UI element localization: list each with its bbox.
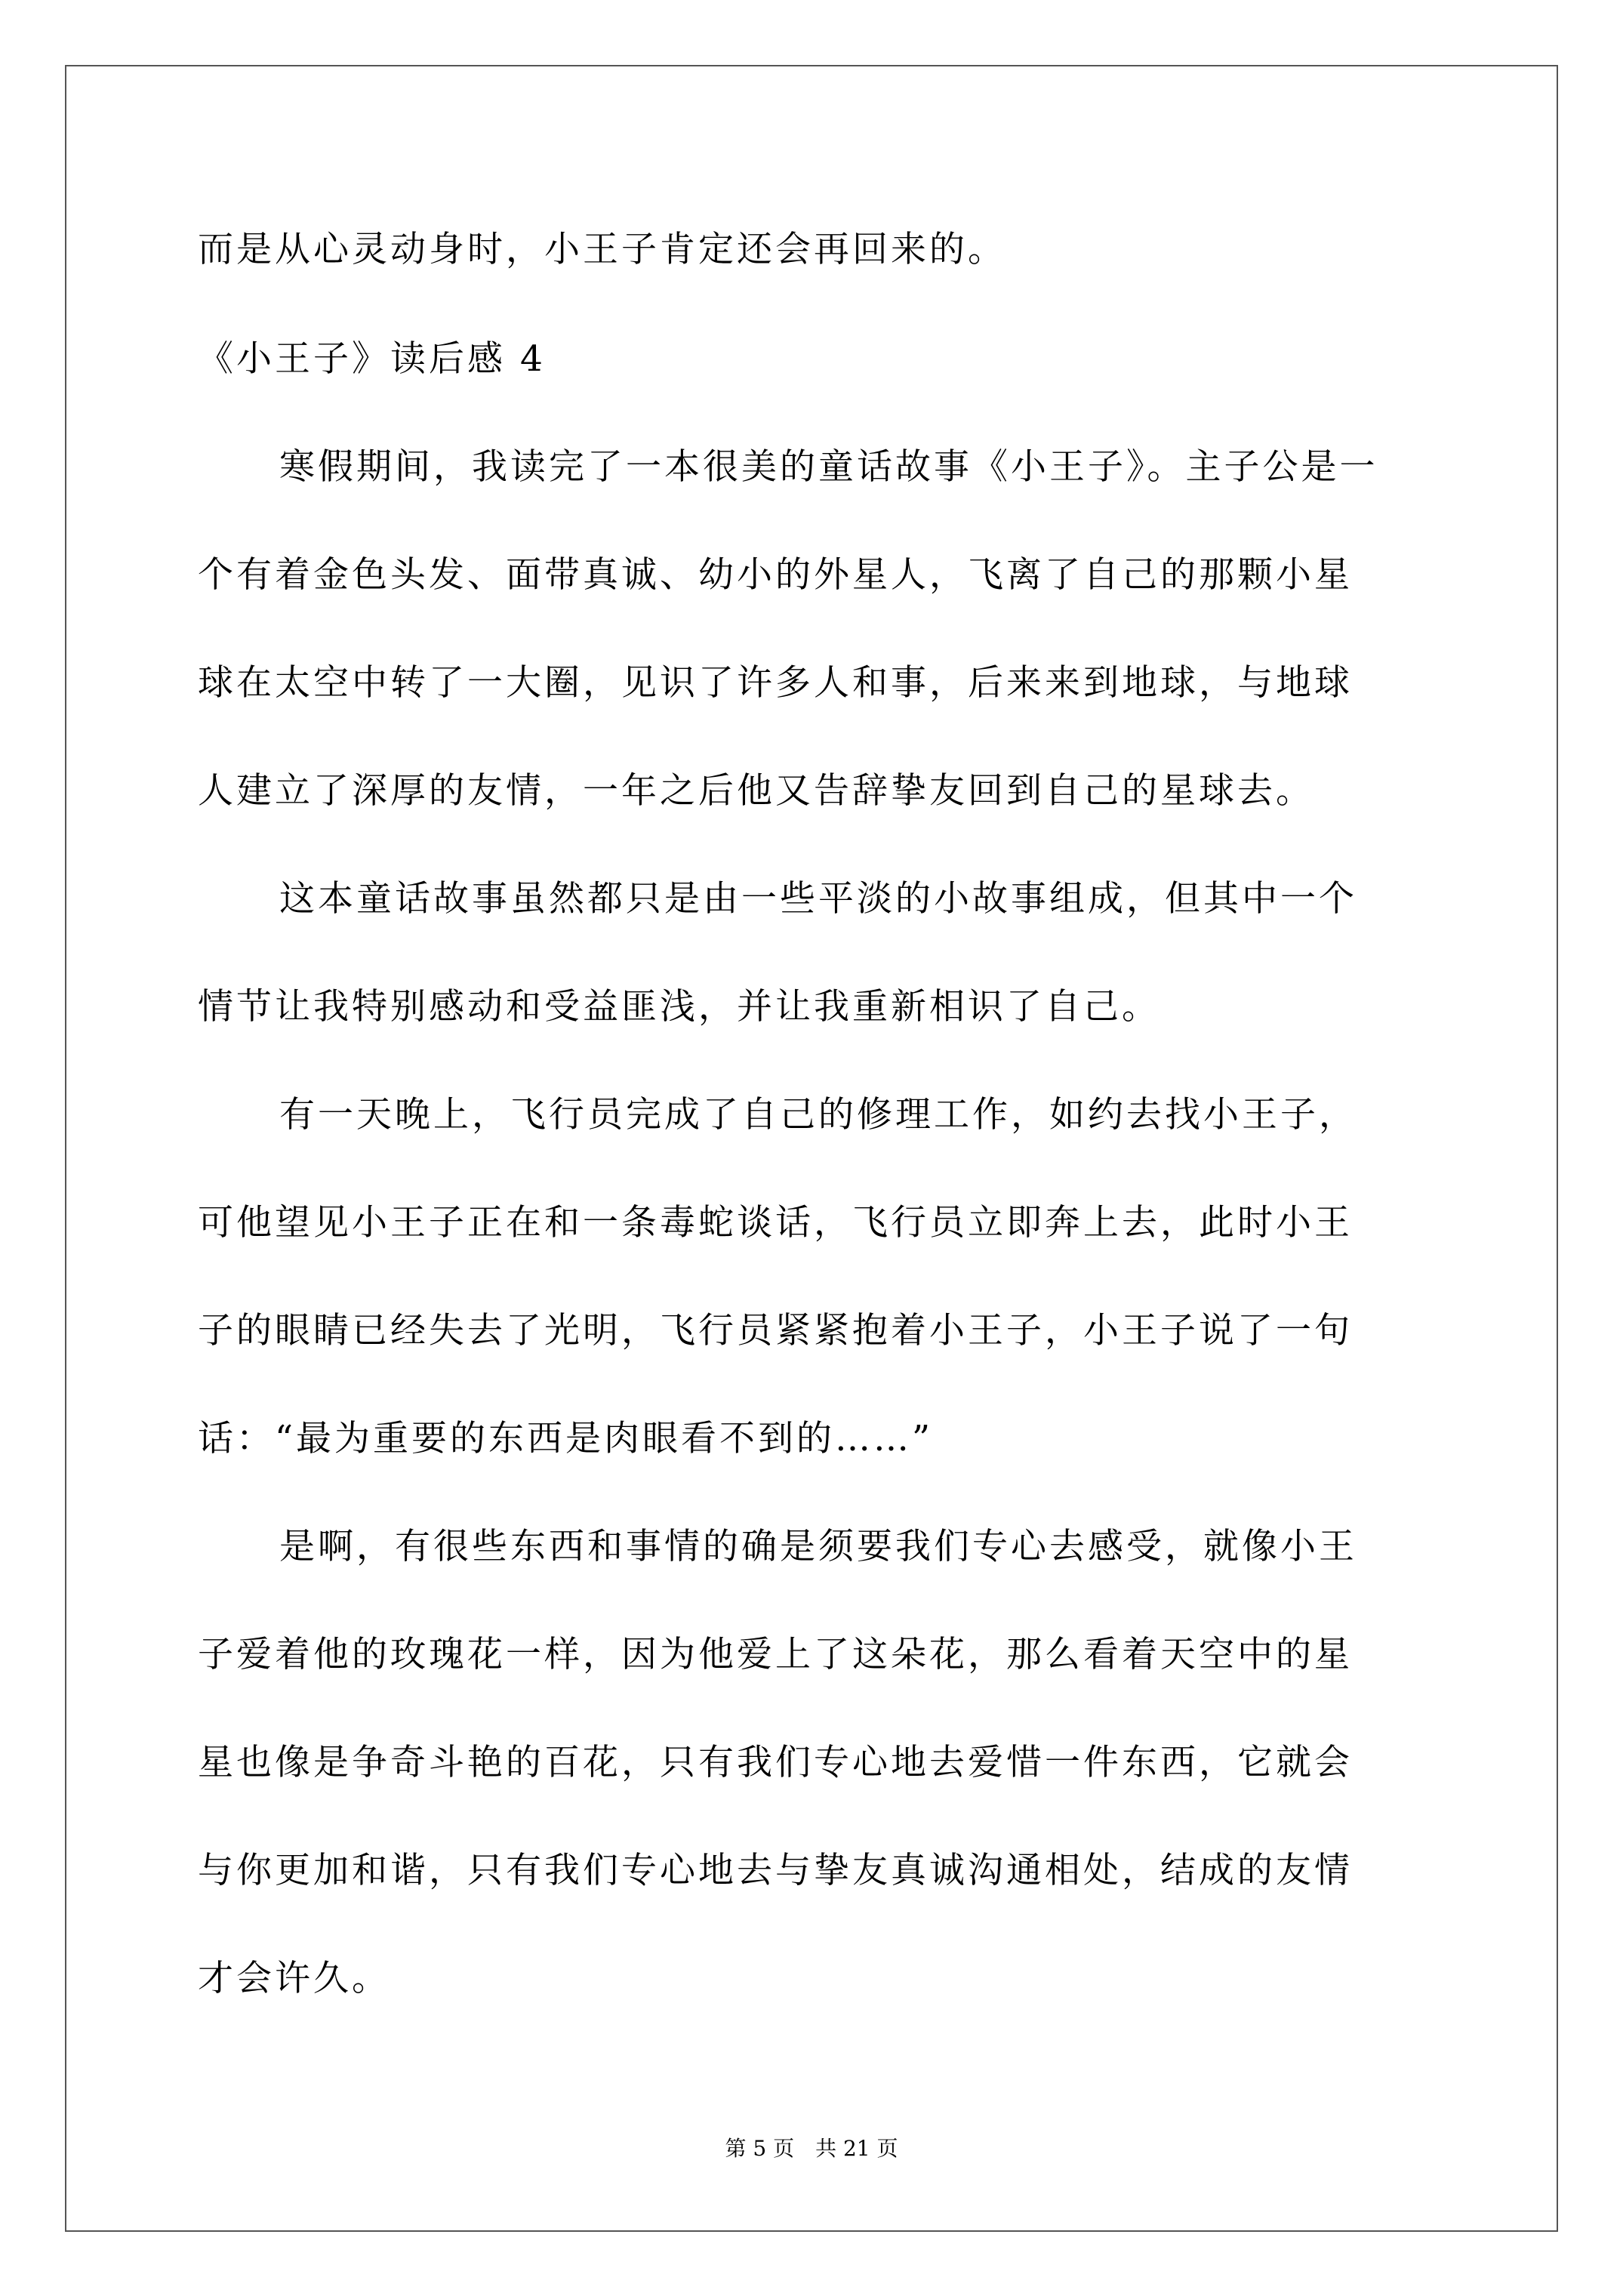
paragraph-line: 而是从心灵动身时，小王子肯定还会再回来的。	[198, 229, 1006, 270]
paragraph-line: 话：“最为重要的东西是肉眼看不到的……”	[198, 1418, 934, 1459]
paragraph-line: 星也像是争奇斗艳的百花，只有我们专心地去爱惜一件东西，它就会	[198, 1742, 1353, 1783]
paragraph-line: 个有着金色头发、面带真诚、幼小的外星人，飞离了自己的那颗小星	[198, 554, 1353, 596]
paragraph-line: 有一天晚上，飞行员完成了自己的修理工作，如约去找小王子，	[279, 1094, 1357, 1136]
paragraph-line: 情节让我特别感动和受益匪浅，并让我重新相识了自己。	[198, 986, 1160, 1028]
paragraph-line: 这本童话故事虽然都只是由一些平淡的小故事组成，但其中一个	[279, 878, 1357, 920]
paragraph-line: 与你更加和谐，只有我们专心地去与挚友真诚沟通相处，结成的友情	[198, 1850, 1353, 1891]
paragraph-line: 寒假期间，我读完了一本很美的童话故事《小王子》。主子公是一	[279, 446, 1378, 488]
paragraph-line: 才会许久。	[198, 1958, 390, 1999]
paragraph-line: 是啊，有很些东西和事情的确是须要我们专心去感受，就像小王	[279, 1526, 1357, 1567]
paragraph-line: 子的眼睛已经失去了光明，飞行员紧紧抱着小王子，小王子说了一句	[198, 1310, 1353, 1351]
paragraph-line: 子爱着他的玫瑰花一样，因为他爱上了这朵花，那么看着天空中的星	[198, 1634, 1353, 1675]
paragraph-line: 人建立了深厚的友情，一年之后他又告辞挚友回到自己的星球去。	[198, 770, 1314, 812]
paragraph-line: 可他望见小王子正在和一条毒蛇谈话，飞行员立即奔上去，此时小王	[198, 1202, 1353, 1244]
page-border	[65, 65, 1558, 2232]
page-footer: 第 5 页 共 21 页	[725, 2136, 898, 2161]
paragraph-line: 球在太空中转了一大圈，见识了许多人和事，后来来到地球，与地球	[198, 662, 1353, 704]
section-heading: 《小王子》读后感 4	[198, 338, 546, 380]
